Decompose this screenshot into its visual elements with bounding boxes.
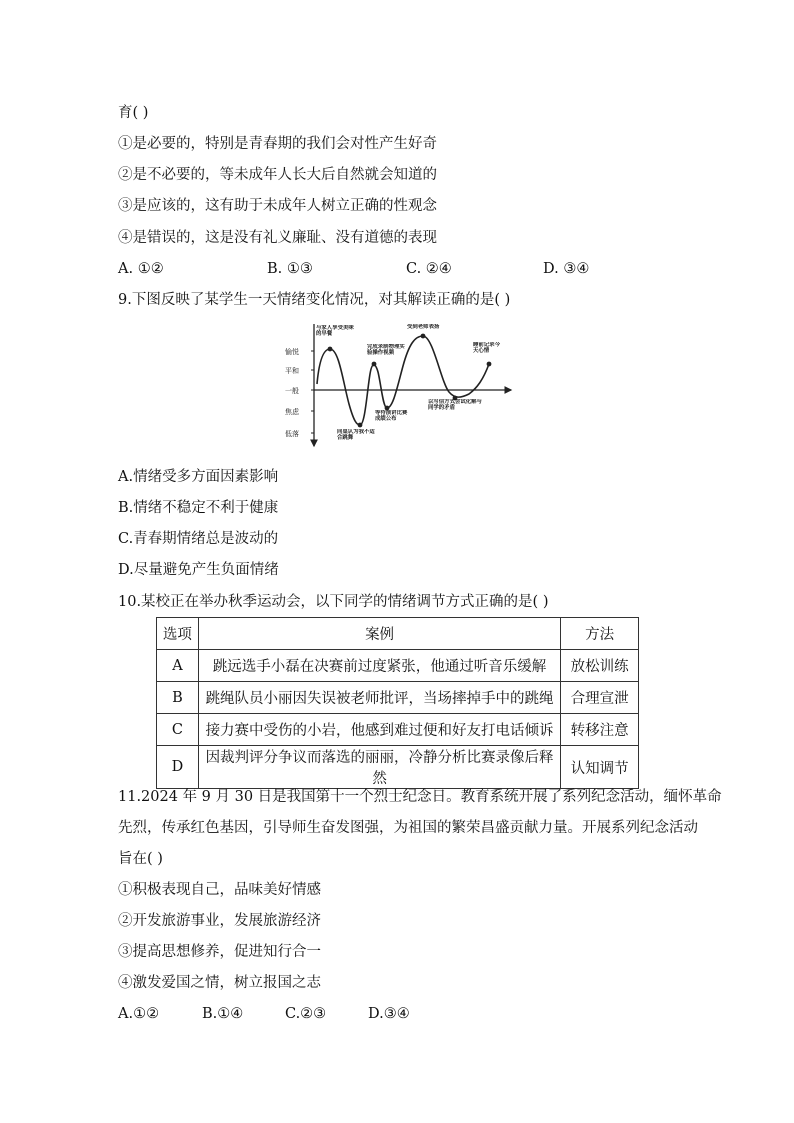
q10-stem: 10.某校正在举办秋季运动会，以下同学的情绪调节方式正确的是( ) <box>118 594 549 610</box>
q9-option-c[interactable]: C.青春期情绪总是波动的 <box>118 531 279 547</box>
q11-stem-line-2: 先烈，传承红色基因，引导师生奋发图强，为祖国的繁荣昌盛贡献力量。开展系列纪念活动 <box>118 820 698 836</box>
q11-option-c[interactable]: C.②③ <box>285 1006 327 1022</box>
y-level-label: 低落 <box>285 430 299 438</box>
row-case: 跳远选手小磊在决赛前过度紧张，他通过听音乐缓解 <box>198 650 560 682</box>
row-method: 认知调节 <box>561 746 639 789</box>
table-row[interactable] <box>157 746 639 789</box>
row-option: D <box>157 746 199 789</box>
row-case: 跳绳队员小丽因失误被老师批评，当场摔掉手中的跳绳 <box>198 682 560 714</box>
annotation-deskmate: 同桌认为我不适合跳舞 <box>337 429 375 442</box>
row-case: 因裁判评分争议而落选的丽丽，冷静分析比赛录像后释然 <box>198 746 560 789</box>
table-header-row <box>157 618 639 650</box>
q11-stem-line-1: 11.2024 年 9 月 30 日是我国第十一个烈士纪念日。教育系统开展了系列纪念活动，缅怀革命 <box>118 789 722 805</box>
q11-statement-2: ②开发旅游事业，发展旅游经济 <box>118 913 321 929</box>
q11-option-d[interactable]: D.③④ <box>368 1006 410 1022</box>
annotation-breakfast: 与家人享受美味的早餐 <box>316 325 354 338</box>
annotation-speech-result: 等待演讲比赛成绩公布 <box>375 410 408 423</box>
q9-option-d[interactable]: D.尽量避免产生负面情绪 <box>118 562 279 578</box>
q11-statement-3: ③提高思想修养，促进知行合一 <box>118 944 321 960</box>
table-row[interactable] <box>157 650 639 682</box>
y-level-label: 平和 <box>285 367 299 375</box>
table-row[interactable] <box>157 714 639 746</box>
header-case: 案例 <box>198 618 560 650</box>
header-option: 选项 <box>157 618 199 650</box>
row-case: 接力赛中受伤的小岩，他感到难过便和好友打电话倾诉 <box>198 714 560 746</box>
y-level-labels <box>285 347 300 438</box>
header-method: 方法 <box>561 618 639 650</box>
q11-statement-4: ④激发爱国之情，树立报国之志 <box>118 975 321 991</box>
y-level-label: 愉悦 <box>285 348 299 356</box>
row-option: C <box>157 714 199 746</box>
y-level-label: 焦虑 <box>285 408 299 416</box>
row-method: 放松训练 <box>561 650 639 682</box>
q11-option-a[interactable]: A.①② <box>118 1006 160 1022</box>
row-method: 合理宣泄 <box>561 682 639 714</box>
q8-statement-4: ④是错误的，这是没有礼义廉耻、没有道德的表现 <box>118 230 437 246</box>
annotation-physics-video: 完成录制物理实验操作视频 <box>367 344 405 357</box>
table-row[interactable] <box>157 682 639 714</box>
q8-statement-1: ①是必要的，特别是青春期的我们会对性产生好奇 <box>118 136 437 152</box>
annotation-teacher-praise: 受到老师表扬 <box>407 324 440 330</box>
row-option: B <box>157 682 199 714</box>
q8-option-a[interactable]: A. ①② <box>118 261 164 277</box>
q9-stem: 9.下图反映了某学生一天情绪变化情况，对其解读正确的是( ) <box>118 292 511 308</box>
q10-case-table <box>156 617 639 789</box>
q8-option-c[interactable]: C. ②④ <box>406 261 452 277</box>
q8-option-b[interactable]: B. ①③ <box>267 261 313 277</box>
q11-statement-1: ①积极表现自己，品味美好情感 <box>118 882 321 898</box>
y-level-label: 一般 <box>285 387 299 395</box>
annotation-letter: 以写信方式尝试化解与同学的矛盾 <box>428 399 482 412</box>
q9-option-a[interactable]: A.情绪受多方面因素影响 <box>118 469 279 485</box>
q8-option-d[interactable]: D. ③④ <box>543 261 590 277</box>
q8-statement-2: ②是不必要的，等未成年人长大后自然就会知道的 <box>118 167 437 183</box>
q9-option-b[interactable]: B.情绪不稳定不利于健康 <box>118 500 279 516</box>
emotion-curve-figure <box>283 322 515 448</box>
q8-statement-3: ③是应该的，这有助于未成年人树立正确的性观念 <box>118 198 437 214</box>
q11-option-b[interactable]: B.①④ <box>202 1006 244 1022</box>
annotation-bedtime-note: 睡前记录今天心情 <box>473 342 500 355</box>
row-option: A <box>157 650 199 682</box>
q8-stem-tail: 育( ) <box>118 105 149 121</box>
q11-stem-line-3: 旨在( ) <box>118 851 163 867</box>
row-method: 转移注意 <box>561 714 639 746</box>
